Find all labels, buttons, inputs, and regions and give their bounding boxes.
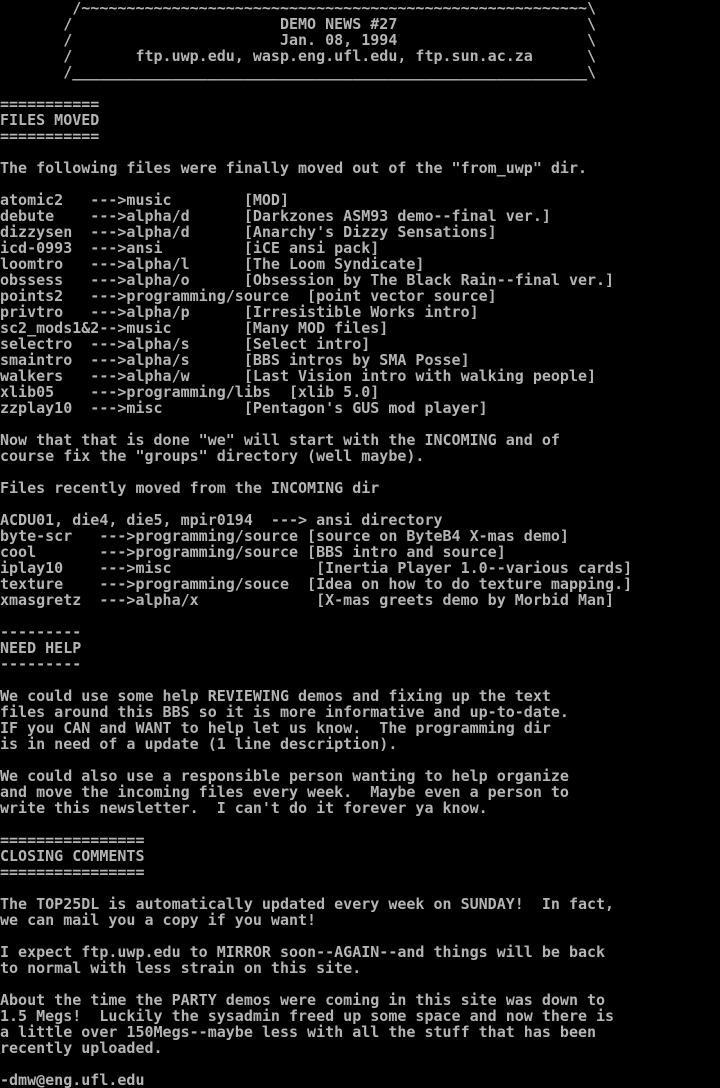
terminal-line: sc2_mods1&2-->music [Many MOD files] (0, 319, 389, 337)
terminal-line: and move the incoming files every week. Maybe even a person to (0, 783, 569, 801)
terminal-line: is in need of a update (1 line description). (0, 735, 398, 753)
terminal-line (0, 976, 720, 992)
terminal-line: loomtro --->alpha/l [The Loom Syndicate] (0, 255, 425, 273)
terminal-line (0, 176, 720, 192)
terminal-line (0, 880, 720, 896)
section-title-closing-comments: CLOSING COMMENTS (0, 847, 145, 865)
terminal-line (0, 80, 720, 96)
terminal-line: =========== (0, 127, 100, 145)
terminal-line: =========== (0, 95, 100, 113)
terminal-line: obssess --->alpha/o [Obsession by The Black Rain--final ver.] (0, 271, 615, 289)
terminal-line: --------- (0, 623, 82, 641)
header-box-top-border: /~~~~~~~~~~~~~~~~~~~~~~~~~~~~~~~~~~~~~~~~~~~~~~~~~~~~~~~~\ (0, 0, 597, 17)
terminal-line: ================ (0, 863, 145, 881)
terminal-line: course fix the "groups" directory (well maybe). (0, 447, 425, 465)
terminal-line: zzplay10 --->misc [Pentagon's GUS mod player] (0, 399, 488, 417)
terminal-line (0, 608, 720, 624)
terminal-line: atomic2 --->music [MOD] (0, 191, 289, 209)
newsletter-title: / DEMO NEWS #27 \ (0, 15, 597, 33)
terminal-line: ================ (0, 831, 145, 849)
terminal-line: smaintro --->alpha/s [BBS intros by SMA Posse] (0, 351, 470, 369)
terminal-line: We could also use a responsible person wanting to help organize (0, 767, 569, 785)
terminal-line: a little over 150Megs--maybe less with all the stuff that has been (0, 1023, 597, 1041)
terminal-line: We could use some help REVIEWING demos and fixing up the text (0, 687, 551, 705)
terminal-line (0, 752, 720, 768)
incoming-moved-intro: Files recently moved from the INCOMING dir (0, 479, 380, 497)
terminal-line: privtro --->alpha/p [Irresistible Works intro] (0, 303, 479, 321)
terminal-line (0, 672, 720, 688)
section-title-need-help: NEED HELP (0, 639, 82, 657)
terminal-line: walkers --->alpha/w [Last Vision intro with walking people] (0, 367, 597, 385)
terminal-line: IF you CAN and WANT to help let us know. The programming dir (0, 719, 551, 737)
terminal-line: 1.5 Megs! Luckily the sysadmin freed up some space and now there is (0, 1007, 615, 1025)
header-box-bottom-border: /_________________________________________________________\ (0, 63, 597, 81)
terminal-line: to normal with less strain on this site. (0, 959, 362, 977)
terminal-line: selectro --->alpha/s [Select intro] (0, 335, 371, 353)
terminal-line: debute --->alpha/d [Darkzones ASM93 demo--final ver.] (0, 207, 551, 225)
terminal-line: points2 --->programming/source [point vector source] (0, 287, 497, 305)
terminal-line: recently uploaded. (0, 1039, 163, 1057)
terminal-line: I expect ftp.uwp.edu to MIRROR soon--AGAIN--and things will be back (0, 943, 606, 961)
terminal-line: icd-0993 --->ansi [iCE ansi pack] (0, 239, 380, 257)
terminal-line: Now that that is done "we" will start with the INCOMING and of (0, 431, 560, 449)
terminal-line: write this newsletter. I can't do it forever ya know. (0, 799, 488, 817)
terminal-line: The TOP25DL is automatically updated every week on SUNDAY! In fact, (0, 895, 615, 913)
terminal-line: About the time the PARTY demos were coming in this site was down to (0, 991, 606, 1009)
terminal-line: --------- (0, 655, 82, 673)
terminal-line (0, 928, 720, 944)
signature-email: -dmw@eng.ufl.edu (0, 1071, 145, 1088)
terminal-line: cool --->programming/source [BBS intro and source] (0, 543, 506, 561)
terminal-line (0, 144, 720, 160)
terminal-line: byte-scr --->programming/source [source on ByteB4 X-mas demo] (0, 527, 569, 545)
terminal-line: xlib05 --->programming/libs [xlib 5.0] (0, 383, 380, 401)
terminal-line: ACDU01, die4, die5, mpir0194 ---> ansi directory (0, 511, 443, 529)
files-moved-intro: The following files were finally moved out of the "from_uwp" dir. (0, 159, 587, 177)
terminal-line: iplay10 --->misc [Inertia Player 1.0--various cards] (0, 559, 633, 577)
terminal-line (0, 816, 720, 832)
terminal-line (0, 416, 720, 432)
terminal-line: texture --->programming/souce [Idea on how to do texture mapping.] (0, 575, 633, 593)
terminal-line: files around this BBS so it is more informative and up-to-date. (0, 703, 569, 721)
newsletter-date: / Jan. 08, 1994 \ (0, 31, 597, 49)
terminal-line: xmasgretz --->alpha/x [X-mas greets demo by Morbid Man] (0, 591, 615, 609)
terminal-line (0, 496, 720, 512)
terminal-line: dizzysen --->alpha/d [Anarchy's Dizzy Sensations] (0, 223, 497, 241)
terminal-line: we can mail you a copy if you want! (0, 911, 317, 929)
section-title-files-moved: FILES MOVED (0, 111, 100, 129)
terminal-line (0, 1056, 720, 1072)
terminal-line (0, 464, 720, 480)
mirror-hosts: / ftp.uwp.edu, wasp.eng.ufl.edu, ftp.sun.ac.za \ (0, 47, 597, 65)
